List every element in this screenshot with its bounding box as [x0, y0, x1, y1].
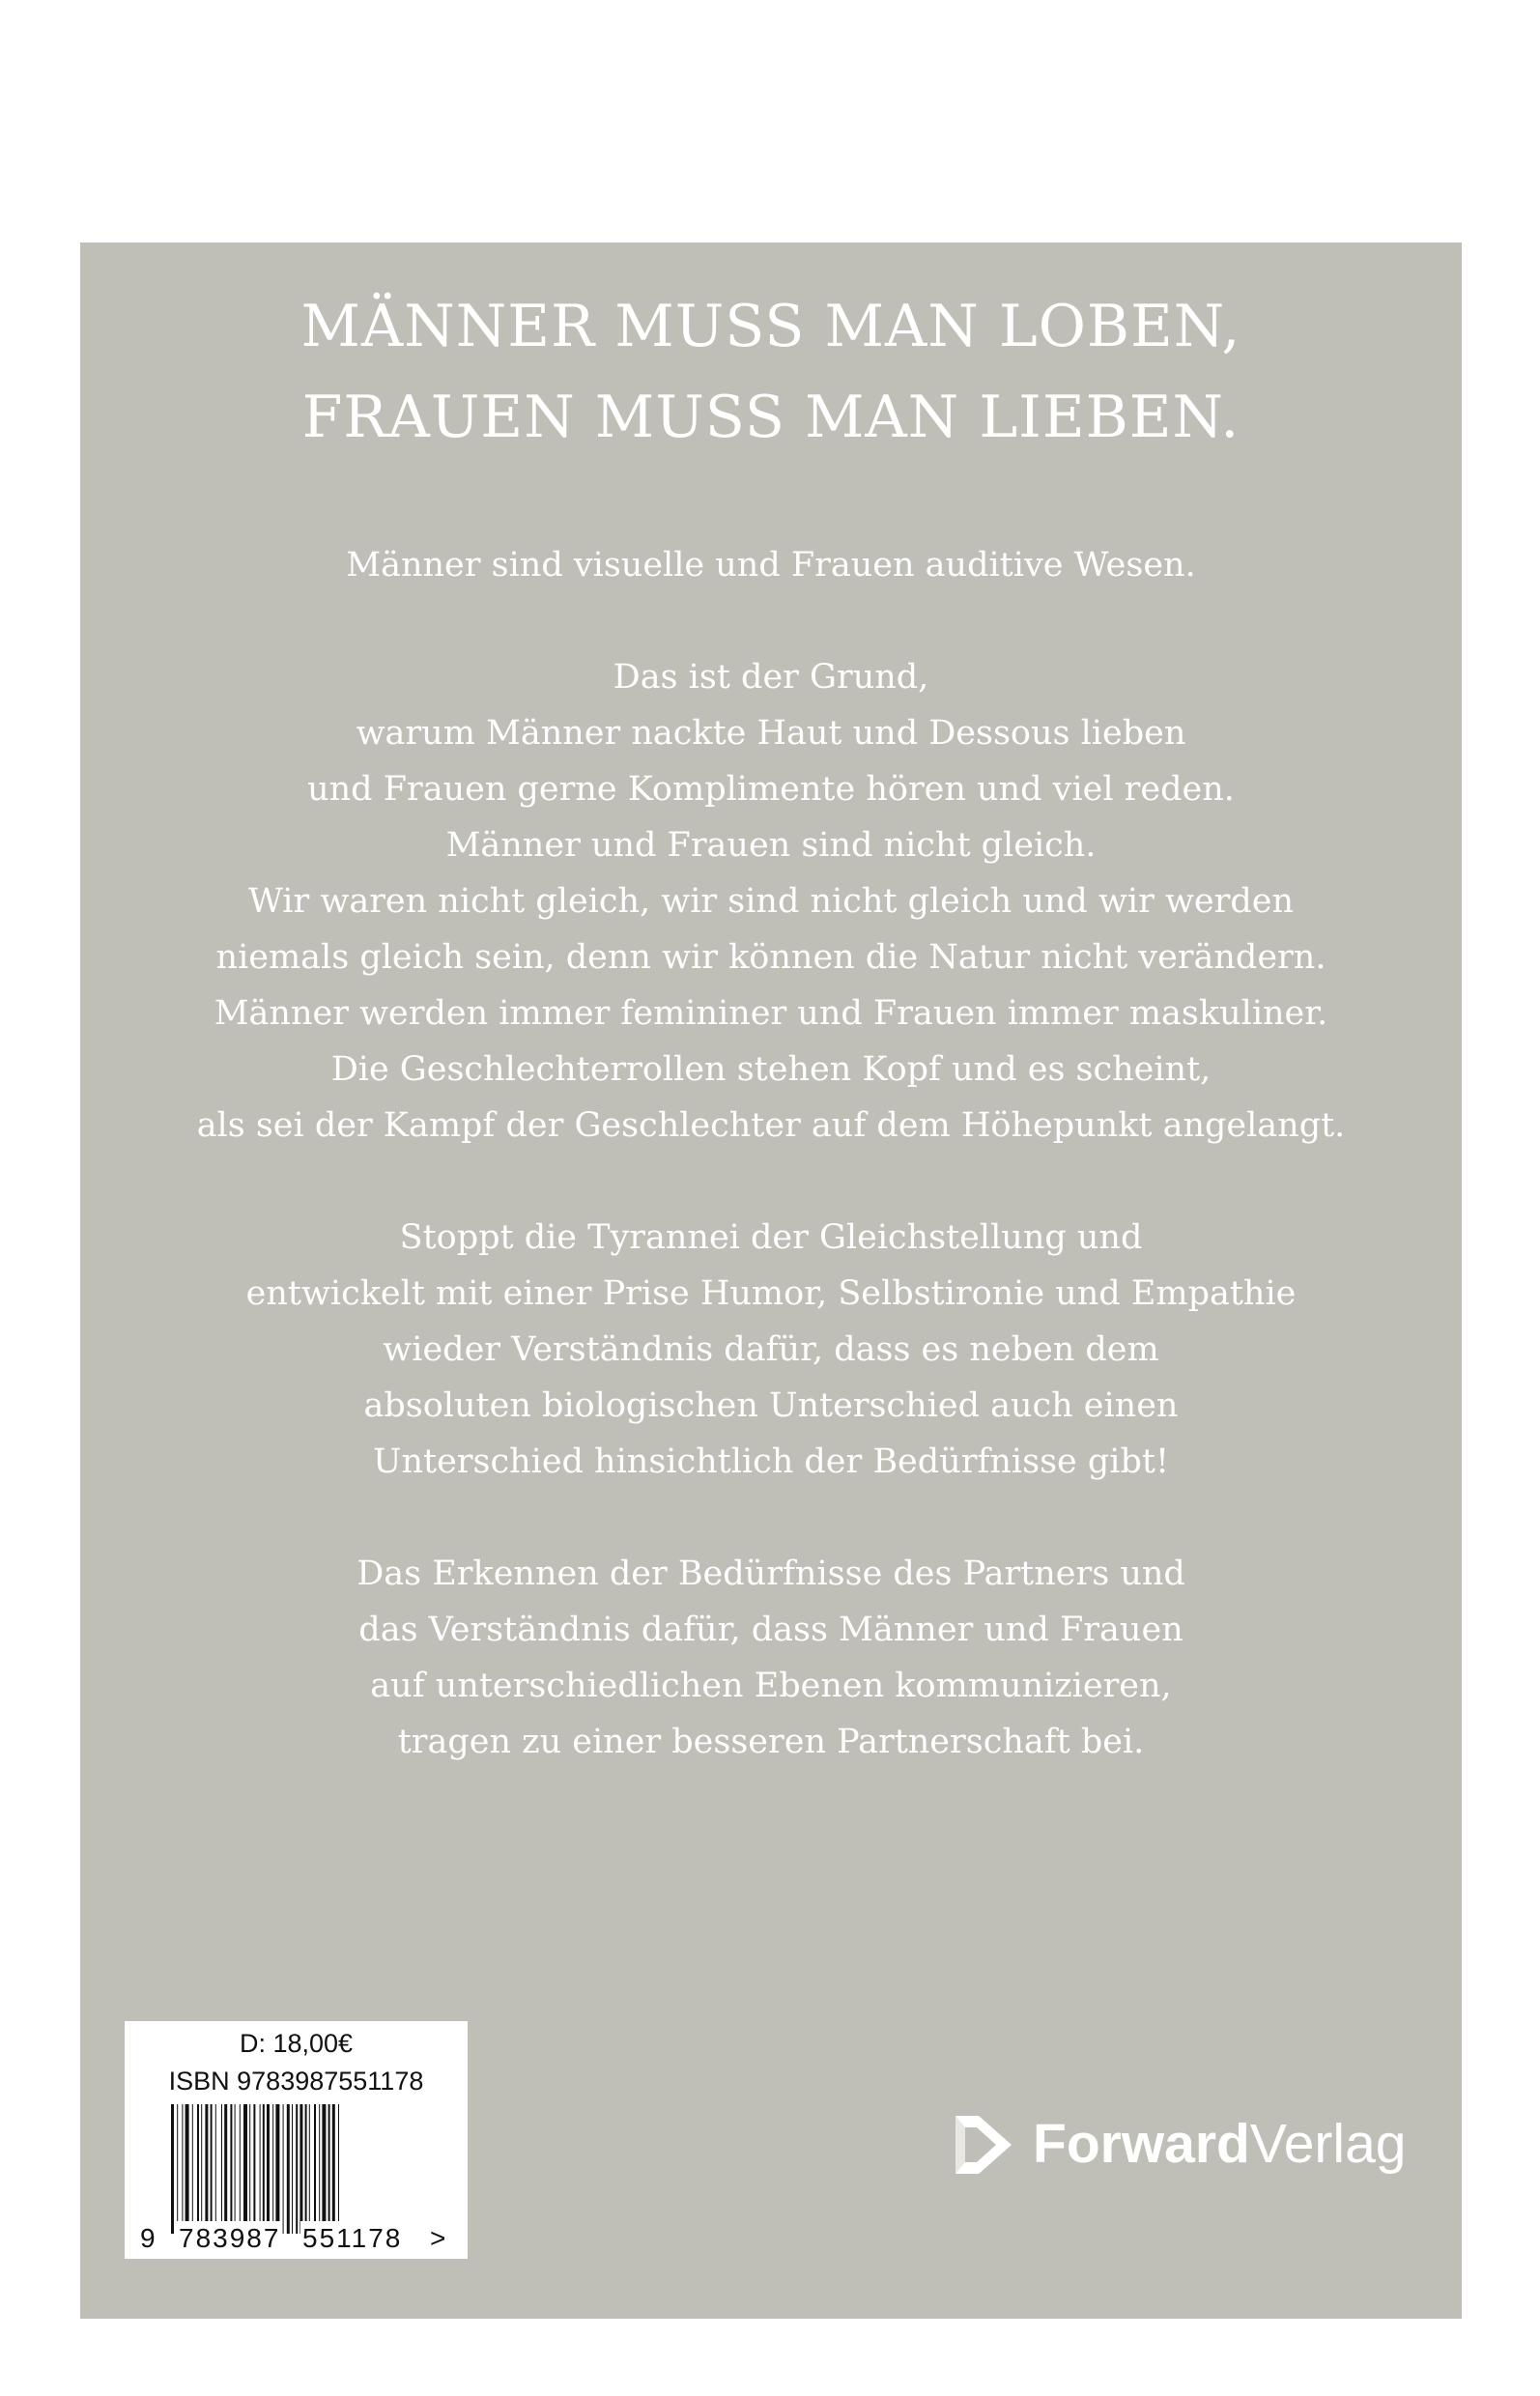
blurb-line: Wir waren nicht gleich, wir sind nicht gleich und wir werden — [247, 882, 1295, 921]
barcode-bar — [171, 2104, 174, 2234]
blurb-line: warum Männer nackte Haut und Dessous lieben — [356, 714, 1186, 753]
blurb-line: Das Erkennen der Bedürfnisse des Partners und — [356, 1555, 1185, 1593]
barcode-bar — [243, 2104, 247, 2234]
barcode-bar — [260, 2104, 261, 2234]
barcode-bar — [235, 2104, 236, 2234]
publisher-name-bold: Forward — [1033, 2113, 1250, 2175]
barcode-bar — [292, 2104, 293, 2234]
isbn-label: ISBN 9783987551178 — [168, 2067, 424, 2096]
barcode-bar — [332, 2104, 335, 2234]
barcode-bar — [267, 2104, 270, 2234]
publisher-logo — [952, 2106, 1454, 2183]
blurb-line: Unterschied hinsichtlich der Bedürfnisse gibt! — [372, 1442, 1170, 1481]
barcode-bar — [314, 2104, 316, 2234]
barcode-bar — [275, 2104, 279, 2234]
blurb-line: auf unterschiedlichen Ebenen kommunizieren, — [370, 1667, 1172, 1705]
blurb-line: als sei der Kampf der Geschlechter auf dem Höhepunkt angelangt. — [196, 1106, 1346, 1145]
barcode-bar — [272, 2104, 273, 2234]
barcode-digit-end: > — [428, 2221, 447, 2256]
barcode-bar — [299, 2104, 302, 2234]
barcode-bar — [253, 2104, 255, 2234]
blurb-line: absoluten biologischen Unterschied auch einen — [363, 1386, 1179, 1425]
barcode-bar — [263, 2104, 265, 2234]
price-label: D: 18,00€ — [239, 2029, 354, 2058]
barcode-bar — [287, 2104, 290, 2234]
barcode-bar — [296, 2104, 298, 2234]
forward-play-icon — [952, 2110, 1015, 2180]
barcode-bar — [221, 2104, 222, 2234]
barcode-bar — [283, 2104, 284, 2234]
blurb-line: Männer und Frauen sind nicht gleich. — [445, 826, 1097, 865]
barcode-bar — [338, 2104, 339, 2234]
blurb-text — [80, 537, 1462, 1770]
barcode-digits-right: 551178 — [300, 2221, 404, 2256]
blurb-line: tragen zu einer besseren Partnerschaft bei. — [397, 1723, 1145, 1761]
publisher-name-regular: Verlag — [1249, 2113, 1407, 2175]
back-cover — [80, 242, 1462, 2319]
barcode-digits-left: 783987 — [177, 2221, 282, 2256]
barcode-bar — [230, 2104, 232, 2234]
barcode-bar — [201, 2104, 202, 2234]
barcode-bar — [240, 2104, 241, 2234]
headline-line-2: FRAUEN MUSS MAN LIEBEN. — [301, 384, 1241, 451]
barcode-bar — [197, 2104, 199, 2234]
barcode — [171, 2104, 420, 2234]
blurb-line: Männer sind visuelle und Frauen auditive Wesen. — [346, 546, 1196, 585]
barcode-bar — [205, 2104, 208, 2234]
blurb-line: entwickelt mit einer Prise Humor, Selbstironie und Empathie — [245, 1274, 1297, 1313]
blurb-line: niemals gleich sein, denn wir können die Natur nicht verändern. — [215, 938, 1326, 977]
barcode-bar — [309, 2104, 310, 2234]
blurb-line: das Verständnis dafür, dass Männer und Frauen — [358, 1611, 1184, 1649]
barcode-digit-first: 9 — [138, 2221, 157, 2256]
barcode-bar — [322, 2104, 326, 2234]
blurb-line: Das ist der Grund, — [613, 658, 929, 697]
barcode-bar — [328, 2104, 330, 2234]
blurb-line: und Frauen gerne Komplimente hören und viel reden. — [307, 770, 1235, 809]
headline-line-1: MÄNNER MUSS MAN LOBEN, — [300, 293, 1241, 360]
barcode-bar — [224, 2104, 227, 2234]
cover-headline — [80, 281, 1462, 463]
barcode-bar — [249, 2104, 250, 2234]
barcode-bar — [182, 2104, 183, 2234]
barcode-bar — [177, 2104, 178, 2234]
blurb-line: wieder Verständnis dafür, dass es neben dem — [383, 1330, 1159, 1369]
blurb-line: Die Geschlechterrollen stehen Kopf und es scheint, — [330, 1050, 1212, 1089]
barcode-bar — [215, 2104, 216, 2234]
publisher-name — [1033, 2112, 1406, 2176]
blurb-line: Männer werden immer femininer und Frauen immer maskuliner. — [214, 994, 1328, 1033]
barcode-bar — [319, 2104, 320, 2234]
blurb-line: Stoppt die Tyrannei der Gleichstellung und — [399, 1218, 1143, 1257]
barcode-bar — [211, 2104, 213, 2234]
barcode-bar — [185, 2104, 189, 2234]
barcode-bar — [192, 2104, 193, 2234]
barcode-bar — [305, 2104, 307, 2234]
barcode-digits — [138, 2221, 457, 2256]
price-barcode-box — [125, 2021, 468, 2259]
